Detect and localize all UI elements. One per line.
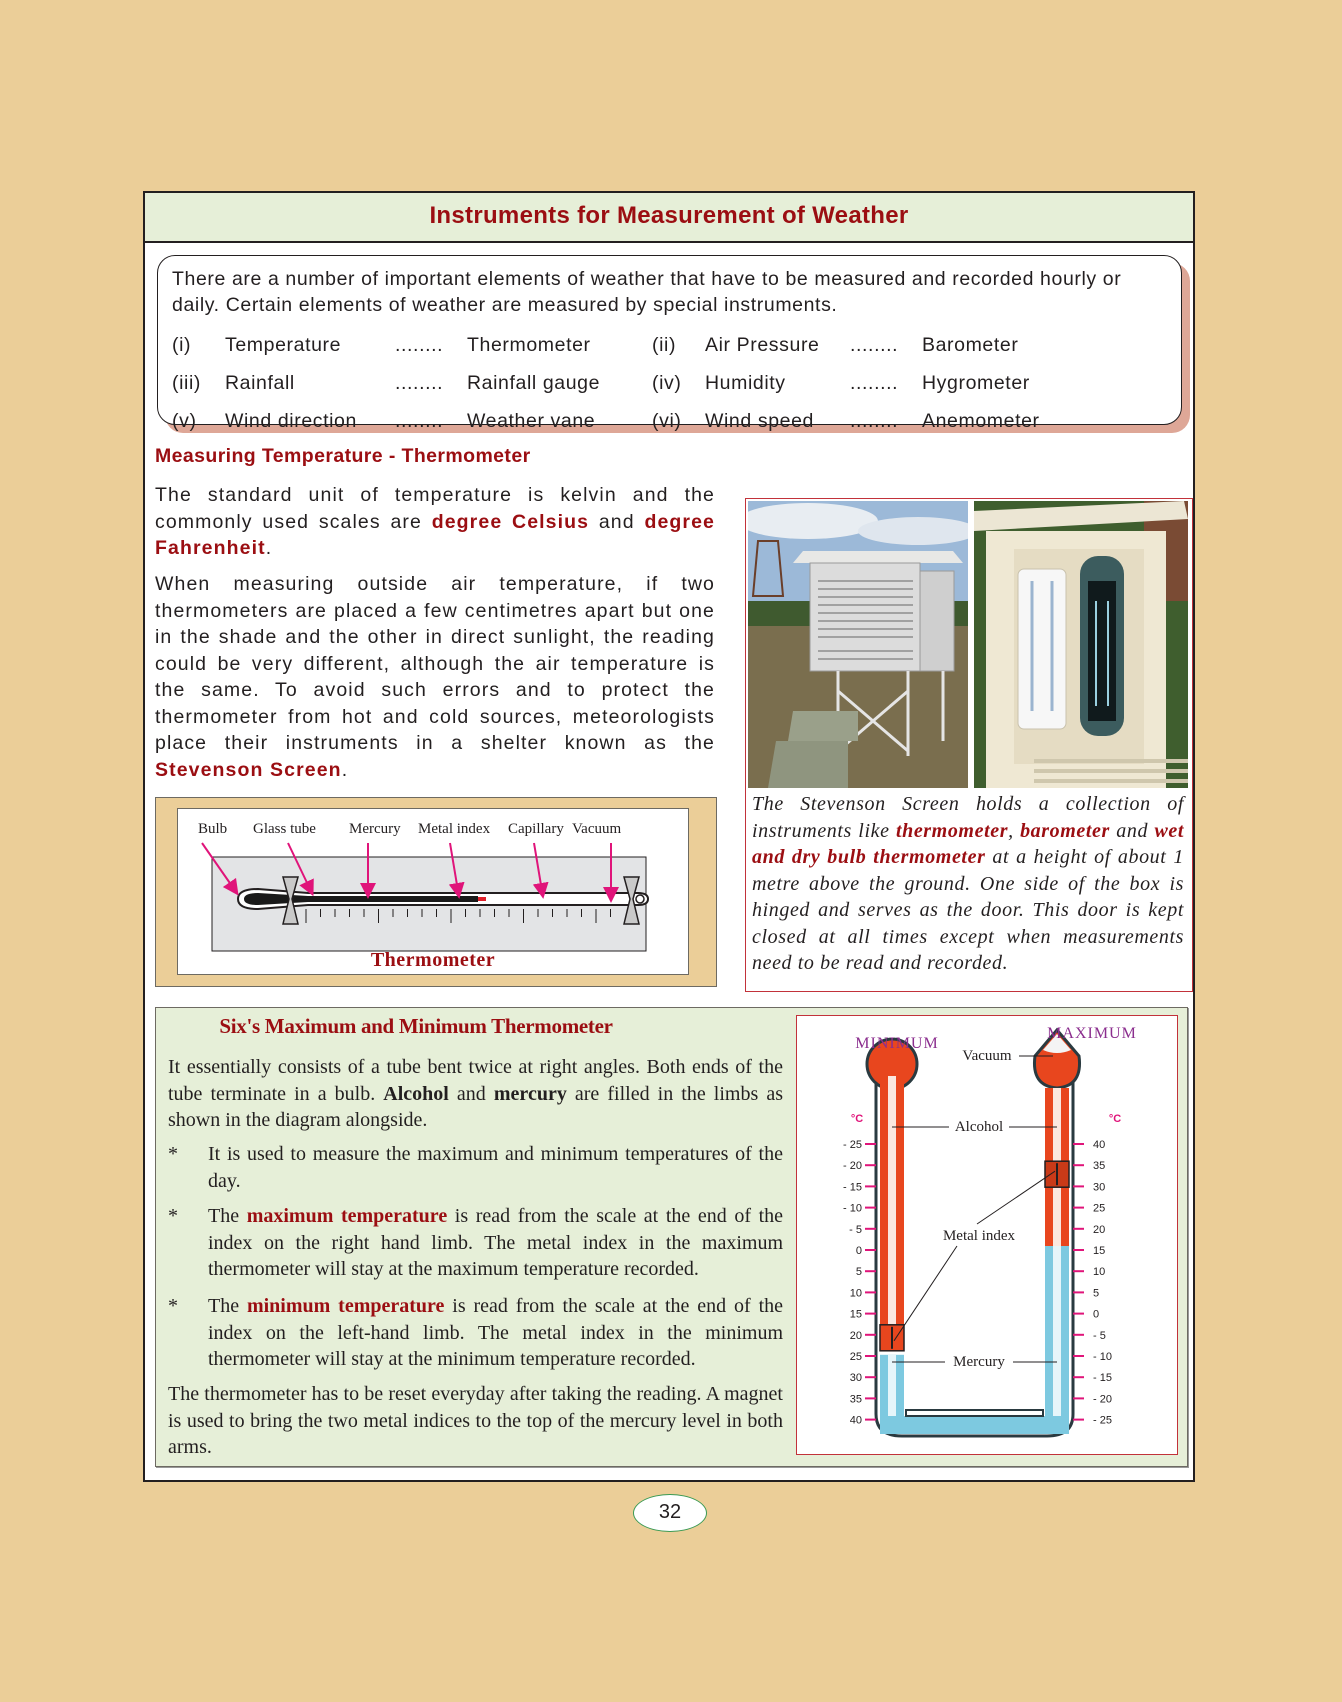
six-thermometer-section bbox=[155, 1007, 1188, 1467]
term-stevenson-screen: Stevenson Screen bbox=[155, 758, 342, 781]
intro-box bbox=[157, 255, 1182, 432]
text: and bbox=[589, 510, 645, 533]
six-thermometer-diagram bbox=[796, 1015, 1178, 1455]
left-scale-label: 30 bbox=[849, 1372, 862, 1385]
text: The bbox=[208, 1295, 247, 1317]
label-metal-index: Metal index bbox=[418, 821, 491, 837]
right-scale-label: 10 bbox=[1093, 1266, 1106, 1279]
bullet-item bbox=[168, 1141, 783, 1194]
text: When measuring outside air temperature, if two thermometers are placed a few centimetres apart but one in the shade and the other in direct sunlight, the reading could be very different, although the air temperature is the same. To avoid such errors and to protect the thermometer from hot and cold sources, meteorologists place their instruments in a shelter known as the bbox=[155, 573, 715, 754]
leader-dots: ........ bbox=[850, 371, 899, 394]
vacuum-bulb bbox=[636, 895, 644, 903]
text: . bbox=[265, 537, 273, 559]
stevenson-photo-exterior bbox=[748, 501, 968, 788]
bullet-marker: * bbox=[168, 1295, 178, 1317]
leader-dots: ........ bbox=[395, 409, 444, 432]
term-barometer: barometer bbox=[1020, 819, 1110, 842]
instrument-name: Weather vane bbox=[467, 409, 596, 432]
leader-metal-index-right bbox=[977, 1171, 1055, 1224]
item-number: (ii) bbox=[652, 333, 677, 356]
term-celsius: degree Celsius bbox=[431, 510, 590, 533]
term-fahrenheit: degree Fahrenheit bbox=[155, 510, 715, 559]
bullet-text: It is used to measure the maximum and minimum temperatures of the day. bbox=[208, 1143, 783, 1192]
weather-element: Temperature bbox=[225, 333, 342, 356]
six-thermometer-drawing bbox=[797, 1016, 1179, 1456]
left-scale-label: - 25 bbox=[843, 1139, 862, 1151]
text: The standard unit of temperature is kelvin and the commonly used scales are bbox=[155, 484, 715, 533]
instrument-row bbox=[172, 364, 1167, 402]
unit-right: °C bbox=[1108, 1113, 1122, 1125]
left-scale-label: 10 bbox=[849, 1287, 862, 1300]
photo-interior-drawing bbox=[974, 501, 1188, 788]
right-scale-label: 25 bbox=[1093, 1202, 1106, 1215]
thermometer-figure bbox=[155, 797, 717, 987]
label-metal-index: Metal index bbox=[942, 1228, 1016, 1244]
right-scale-label: 5 bbox=[1093, 1287, 1100, 1300]
label-vacuum: Vacuum bbox=[572, 821, 622, 837]
left-scale-label: 20 bbox=[849, 1329, 862, 1342]
right-scale-label: 30 bbox=[1093, 1181, 1106, 1194]
bullet-text bbox=[208, 1203, 783, 1283]
term-alcohol: Alcohol bbox=[383, 1082, 449, 1105]
paragraph-temperature-unit bbox=[155, 482, 715, 562]
left-scale-label: 5 bbox=[855, 1266, 862, 1279]
label-maximum: MAXIMUM bbox=[1047, 1025, 1137, 1042]
page-number: 32 bbox=[633, 1494, 707, 1532]
right-scale-label: - 25 bbox=[1093, 1414, 1112, 1427]
item-number: (v) bbox=[172, 409, 197, 432]
label-mercury: Mercury bbox=[953, 1354, 1005, 1370]
stevenson-caption bbox=[752, 791, 1184, 977]
right-scale-label: 0 bbox=[1093, 1308, 1100, 1321]
six-title: Six's Maximum and Minimum Thermometer bbox=[219, 1014, 613, 1038]
left-scale-label: - 5 bbox=[849, 1223, 862, 1236]
left-mercury-highlight bbox=[888, 1355, 896, 1424]
instrument-name: Thermometer bbox=[467, 333, 591, 356]
bullet-item bbox=[168, 1203, 783, 1283]
right-scale-label: 40 bbox=[1093, 1139, 1106, 1151]
figure-caption-thermometer: Thermometer bbox=[370, 949, 496, 971]
right-mercury-highlight bbox=[1053, 1246, 1061, 1424]
bullet-text bbox=[208, 1293, 783, 1373]
label-mercury: Mercury bbox=[349, 821, 401, 837]
left-scale-label: - 20 bbox=[843, 1160, 862, 1173]
leader-dots: ........ bbox=[850, 409, 899, 432]
bullet-marker: * bbox=[168, 1143, 178, 1165]
left-scale-label: 40 bbox=[849, 1414, 862, 1427]
page-frame bbox=[143, 191, 1195, 1482]
six-intro bbox=[168, 1054, 783, 1134]
text: , bbox=[1008, 819, 1021, 842]
instrument-row bbox=[172, 326, 1167, 364]
label-vacuum: Vacuum bbox=[962, 1048, 1012, 1064]
right-scale-label: - 20 bbox=[1093, 1393, 1112, 1406]
right-scale-label: - 15 bbox=[1093, 1372, 1112, 1385]
unit-left: °C bbox=[850, 1113, 864, 1125]
bullet-item bbox=[168, 1293, 783, 1373]
right-scale-label: - 10 bbox=[1093, 1351, 1112, 1363]
left-scale-label: 0 bbox=[855, 1245, 862, 1257]
paragraph-stevenson bbox=[155, 571, 715, 783]
page-title: Instruments for Measurement of Weather bbox=[145, 193, 1193, 243]
text: at a height of about 1 metre above the ground. One side of the box is hinged and serves as the door. This door is kept closed at all times except when measurements need to be read and recorded. bbox=[752, 846, 1184, 974]
left-scale-label: 25 bbox=[849, 1351, 862, 1363]
instrument-name: Rainfall gauge bbox=[467, 371, 601, 394]
instrument-row bbox=[172, 402, 1167, 440]
term-wet-dry-bulb: wet and dry bulb thermometer bbox=[752, 819, 1185, 868]
text: The Stevenson Screen holds a collection of instruments like bbox=[752, 793, 1184, 842]
left-scale-label: - 10 bbox=[843, 1202, 862, 1215]
right-scale-label: 15 bbox=[1093, 1245, 1106, 1257]
weather-element: Wind speed bbox=[705, 409, 814, 432]
label-glass-tube: Glass tube bbox=[253, 821, 316, 837]
weather-element: Wind direction bbox=[225, 409, 357, 432]
text: are filled in the limbs as shown in the diagram alongside. bbox=[168, 1082, 783, 1131]
instrument-list bbox=[172, 326, 1167, 440]
right-scale-label: - 5 bbox=[1093, 1329, 1106, 1342]
item-number: (iii) bbox=[172, 371, 201, 394]
label-minimum: MINIMUM bbox=[855, 1035, 939, 1052]
stevenson-photo-interior bbox=[974, 501, 1188, 788]
leader-dots: ........ bbox=[395, 333, 444, 356]
text: is read from the scale at the end of the index on the left-hand limb. The metal index in the minimum thermometer will stay at the minimum temperature recorded. bbox=[208, 1295, 784, 1370]
inner-bend bbox=[906, 1410, 1043, 1416]
intro-text: There are a number of important elements of weather that have to be measured and recorded hourly or daily. Certain elements of weather are measured by special instruments. bbox=[172, 268, 1122, 316]
term-minimum-temperature: minimum temperature bbox=[246, 1295, 445, 1317]
left-scale-label: 35 bbox=[849, 1393, 862, 1406]
left-scale-label: 15 bbox=[849, 1308, 862, 1321]
six-reset-paragraph: The thermometer has to be reset everyday after taking the reading. A magnet is used to bring the two metal indices to the top of the mercury level in both arms. bbox=[168, 1383, 783, 1458]
term-mercury: mercury bbox=[493, 1082, 567, 1105]
stevenson-screen-panel bbox=[745, 498, 1193, 992]
left-alcohol-highlight bbox=[888, 1076, 896, 1329]
leader-dots: ........ bbox=[395, 371, 444, 394]
label-capillary: Capillary bbox=[508, 821, 564, 837]
section-heading-thermometer: Measuring Temperature - Thermometer bbox=[155, 445, 531, 467]
term-thermometer: thermometer bbox=[895, 819, 1009, 842]
item-number: (iv) bbox=[652, 371, 682, 394]
bottom-mercury bbox=[880, 1416, 1069, 1434]
term-maximum-temperature: maximum temperature bbox=[246, 1205, 448, 1227]
bullet-marker: * bbox=[168, 1205, 178, 1227]
label-alcohol: Alcohol bbox=[954, 1119, 1004, 1135]
instrument-name: Anemometer bbox=[922, 409, 1040, 432]
weather-element: Air Pressure bbox=[705, 333, 820, 356]
weather-element: Humidity bbox=[705, 371, 786, 394]
item-number: (i) bbox=[172, 333, 192, 356]
thermometer-figure-panel bbox=[177, 808, 689, 975]
metal-index bbox=[478, 897, 486, 901]
item-number: (vi) bbox=[652, 409, 682, 432]
label-bulb: Bulb bbox=[198, 821, 228, 837]
text: The bbox=[208, 1205, 247, 1227]
text: and bbox=[1109, 819, 1155, 842]
right-scale-label: 20 bbox=[1093, 1223, 1106, 1236]
leader-dots: ........ bbox=[850, 333, 899, 356]
left-scale-label: - 15 bbox=[843, 1181, 862, 1194]
right-scale-label: 35 bbox=[1093, 1160, 1106, 1173]
photo-exterior-drawing bbox=[748, 501, 968, 788]
text: and bbox=[448, 1082, 494, 1105]
text: . bbox=[341, 758, 349, 781]
instrument-name: Hygrometer bbox=[922, 371, 1030, 394]
text: It essentially consists of a tube bent twice at right angles. Both ends of the tube terminate in a bulb. bbox=[168, 1056, 783, 1105]
text: is read from the scale at the end of the index on the right hand limb. The metal index in the maximum thermometer will stay at the maximum temperature recorded. bbox=[208, 1205, 784, 1280]
weather-element: Rainfall bbox=[225, 371, 295, 394]
instrument-name: Barometer bbox=[922, 333, 1019, 356]
